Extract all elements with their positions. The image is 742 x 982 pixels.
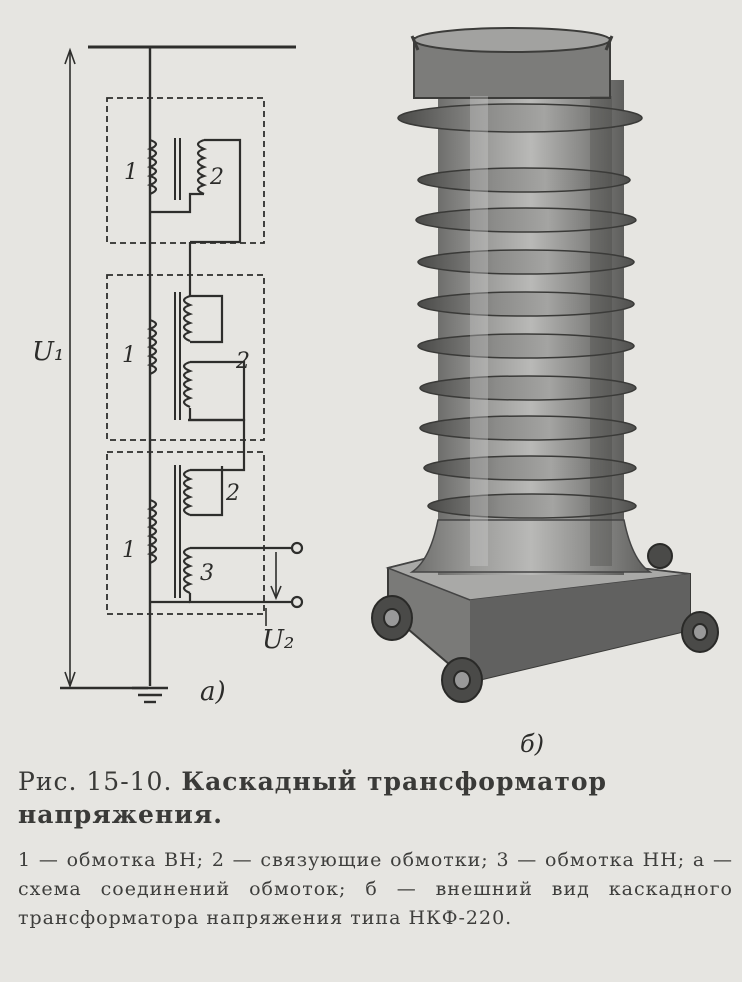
coupling-winding-2b xyxy=(184,362,190,407)
voltage-label-u1: U₁ xyxy=(32,337,65,367)
connection-diagram xyxy=(60,47,302,702)
winding-label-2-middle: 2 xyxy=(236,349,250,374)
part-label-b: б) xyxy=(520,730,545,758)
lv-terminal-top xyxy=(292,543,302,553)
figure-caption-title xyxy=(18,765,733,831)
hv-winding-1 xyxy=(150,140,156,194)
figure-title: Каскадный трансформатор напряжения. xyxy=(18,767,607,829)
voltage-label-u2: U₂ xyxy=(262,625,295,655)
winding-label-1-bottom: 1 xyxy=(122,538,136,563)
figure-caption-legend: 1 — обмотка ВН; 2 — связующие обмотки; 3 — обмотка НН; а — схема соединений обмоток; б — внешний вид каскадного трансформатора напряжения типа НКФ-220. xyxy=(18,849,733,929)
lv-winding xyxy=(184,548,190,593)
schematic-labels xyxy=(32,160,294,707)
winding-label-1-top: 1 xyxy=(124,160,138,185)
coupling-winding-2a xyxy=(184,296,190,341)
figure-number: Рис. 15-10. xyxy=(18,767,173,796)
transformer-photo xyxy=(372,28,718,758)
coupling-winding-1 xyxy=(198,140,204,194)
hv-winding-2 xyxy=(150,320,156,374)
winding-label-3: 3 xyxy=(200,561,214,586)
winding-label-2-top: 2 xyxy=(210,165,224,190)
winding-label-1-middle: 1 xyxy=(122,343,136,368)
ground-symbol xyxy=(132,688,168,702)
lv-terminal-bottom xyxy=(292,597,302,607)
part-label-a: а) xyxy=(200,677,226,707)
coupling-winding-3 xyxy=(184,470,190,515)
winding-label-2-bottom: 2 xyxy=(226,481,240,506)
